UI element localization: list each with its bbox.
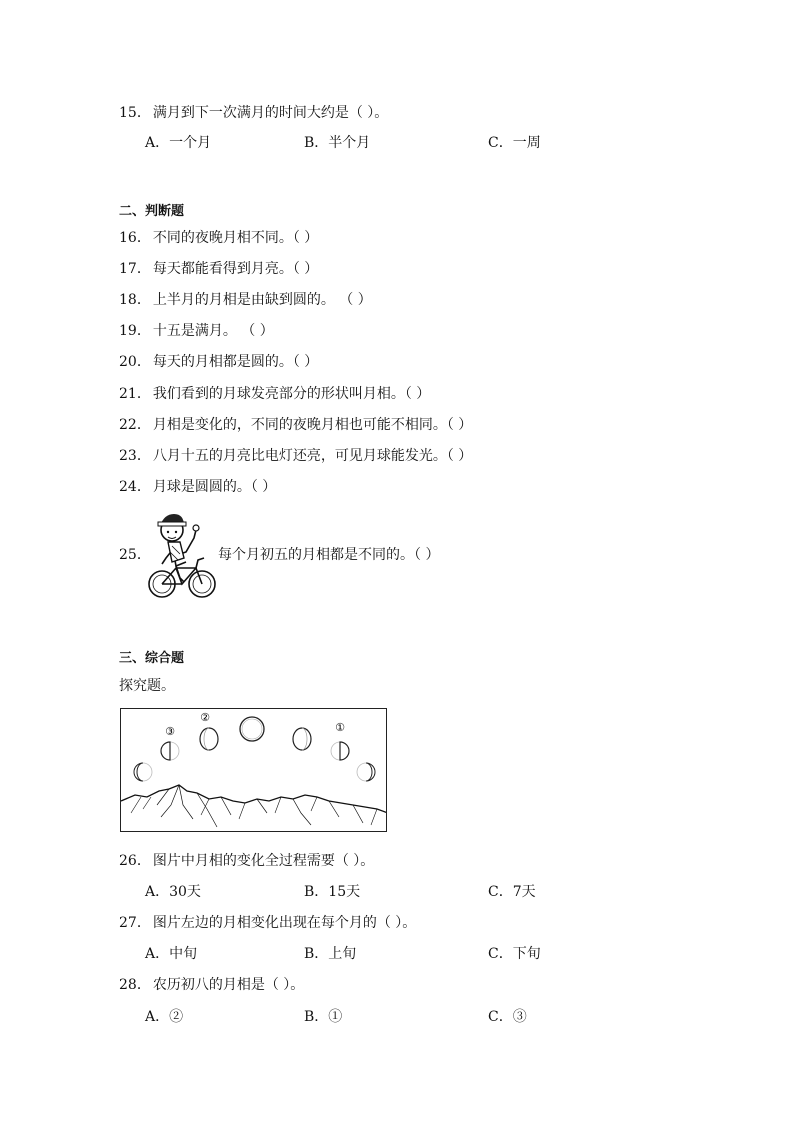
question-number: 23．: [119, 448, 151, 464]
question-15-options: [145, 134, 585, 152]
question-28-options: [145, 1008, 585, 1026]
question-15: [119, 104, 388, 122]
moon-gibbous-right: [293, 728, 311, 750]
question-21: [119, 385, 430, 403]
question-number: 27．: [119, 915, 151, 931]
question-number: 16．: [119, 230, 151, 246]
moon-phase-figure: [120, 708, 387, 832]
option-a[interactable]: A．中旬: [145, 946, 198, 962]
moon-gibbous-left: [200, 728, 218, 750]
section-subtitle: 探究题。: [119, 678, 175, 694]
moon-crescent-left: [134, 763, 152, 781]
option-b[interactable]: B．①: [304, 1009, 343, 1025]
moon-full: [240, 717, 264, 741]
question-number: 21．: [119, 386, 151, 402]
moon-crescent-right: [357, 763, 375, 781]
option-c[interactable]: C．7天: [488, 884, 536, 900]
section-title-judgement: 二、判断题: [119, 204, 185, 219]
question-text: 农历初八的月相是（ ）。: [152, 977, 305, 993]
mountain-range: [121, 785, 387, 813]
question-18: [119, 291, 372, 309]
moon-label-3: ③: [165, 725, 175, 738]
question-text: 图片中月相的变化全过程需要（ ）。: [152, 853, 375, 869]
question-22: [119, 416, 472, 434]
moon-label-2: ②: [200, 711, 210, 724]
option-a[interactable]: A．一个月: [145, 135, 212, 151]
question-25-number: 25．: [119, 547, 151, 563]
question-number: 22．: [119, 417, 151, 433]
question-24: [119, 478, 276, 496]
question-16: [119, 229, 318, 247]
option-c[interactable]: C．一周: [488, 135, 541, 151]
question-17: [119, 260, 318, 278]
question-19: [119, 322, 274, 340]
option-b[interactable]: B．15天: [304, 884, 361, 900]
question-28: [119, 976, 304, 994]
question-number: 18．: [119, 292, 151, 308]
moon-label-1: ①: [335, 721, 345, 734]
option-a[interactable]: A．30天: [145, 884, 201, 900]
question-number: 24．: [119, 479, 151, 495]
option-b[interactable]: B．上旬: [304, 946, 357, 962]
option-b[interactable]: B．半个月: [304, 135, 371, 151]
question-number: 17．: [119, 261, 151, 277]
question-text: 月相是变化的，不同的夜晚月相也可能不相同。（ ）: [152, 417, 473, 433]
option-c[interactable]: C．③: [488, 1009, 527, 1025]
question-text: 满月到下一次满月的时间大约是（ ）。: [152, 105, 389, 121]
question-text: 我们看到的月球发亮部分的形状叫月相。（ ）: [152, 386, 431, 402]
moon-half-left: [161, 742, 179, 760]
question-26: [119, 852, 374, 870]
question-number: 28．: [119, 977, 151, 993]
boy-on-bicycle-illustration: [146, 508, 218, 600]
section-title-comprehensive: 三、综合题: [119, 651, 185, 666]
question-26-options: [145, 883, 585, 901]
option-c[interactable]: C．下旬: [488, 946, 541, 962]
moon-half-right: [331, 742, 349, 760]
question-20: [119, 353, 318, 371]
question-text: 每天都能看得到月亮。（ ）: [152, 261, 319, 277]
question-text: 图片左边的月相变化出现在每个月的（ ）。: [152, 915, 417, 931]
question-27: [119, 914, 416, 932]
question-number: 19．: [119, 323, 151, 339]
option-a[interactable]: A．②: [145, 1009, 184, 1025]
question-text: 不同的夜晚月相不同。（ ）: [152, 230, 319, 246]
question-text: 十五是满月。 （ ）: [152, 323, 274, 339]
question-27-options: [145, 945, 585, 963]
question-number: 26．: [119, 853, 151, 869]
question-text: 八月十五的月亮比电灯还亮，可见月球能发光。（ ）: [152, 448, 473, 464]
question-number: 20．: [119, 354, 151, 370]
mountain-shading: [131, 797, 377, 825]
moon-phase-drawing: [121, 709, 387, 832]
question-text: 每天的月相都是圆的。（ ）: [152, 354, 319, 370]
question-number: 15．: [119, 105, 151, 121]
question-23: [119, 447, 472, 465]
question-text: 上半月的月相是由缺到圆的。 （ ）: [152, 292, 372, 308]
question-text: 月球是圆圆的。（ ）: [152, 479, 277, 495]
question-25-text: 每个月初五的月相都是不同的。（ ）: [218, 547, 440, 563]
